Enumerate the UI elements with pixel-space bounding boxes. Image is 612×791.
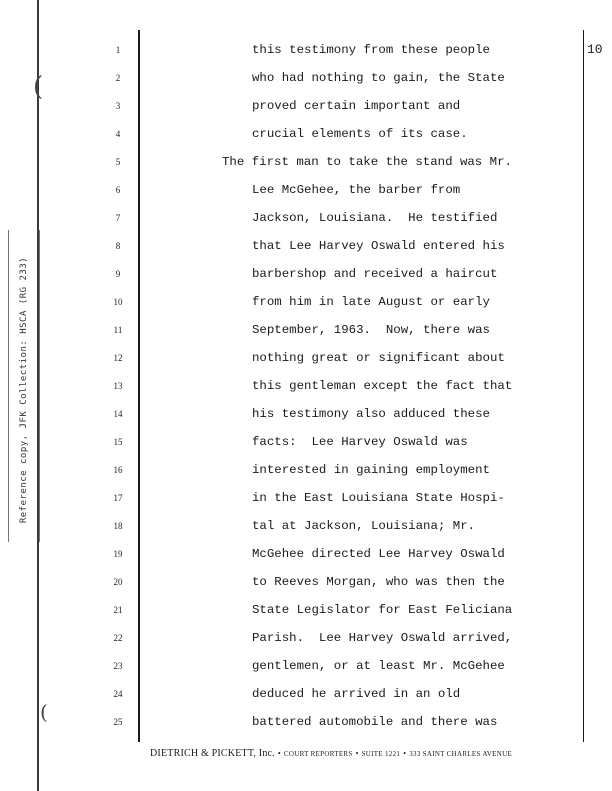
footer-address: 333 SAINT CHARLES AVENUE [409,750,513,758]
footer-service: COURT REPORTERS [283,750,353,758]
line-number: 25 [113,717,123,727]
transcript-line: proved certain important and [252,99,461,113]
transcript-line: battered automobile and there was [252,715,498,729]
transcript-line: facts: Lee Harvey Oswald was [252,435,468,449]
line-number: 18 [113,521,123,531]
line-number: 8 [115,241,121,251]
line-number: 2 [115,73,121,83]
transcript-frame-left [138,30,140,742]
line-number: 24 [113,689,123,699]
transcript-line: that Lee Harvey Oswald entered his [252,239,505,253]
court-reporter-footer [150,748,590,759]
transcript-line: barbershop and received a haircut [252,267,498,281]
line-number: 13 [113,381,123,391]
transcript-line: his testimony also adduced these [252,407,490,421]
line-number: 17 [113,493,123,503]
line-number: 9 [115,269,121,279]
line-number: 4 [115,129,121,139]
line-number: 3 [115,101,121,111]
archive-stamp [8,230,40,542]
footer-separator: • [355,749,359,758]
transcript-line: deduced he arrived in an old [252,687,461,701]
transcript-line: from him in late August or early [252,295,490,309]
transcript-body [142,36,582,736]
line-number: 20 [113,577,123,587]
line-number: 11 [113,325,123,335]
line-number: 10 [113,297,123,307]
transcript-line: The first man to take the stand was Mr. [222,155,512,169]
line-number: 1 [115,45,121,55]
transcript-line: this testimony from these people [252,43,490,57]
line-number: 19 [113,549,123,559]
transcript-line: gentlemen, or at least Mr. McGehee [252,659,505,673]
line-number: 21 [113,605,123,615]
transcript-frame-right [583,30,584,742]
transcript-line: Jackson, Louisiana. He testified [252,211,498,225]
transcript-line: nothing great or significant about [252,351,505,365]
line-number: 15 [113,437,123,447]
transcript-line: crucial elements of its case. [252,127,468,141]
archive-stamp-text: Reference copy, JFK Collection: HSCA (RG 233) [19,256,29,524]
transcript-line: to Reeves Morgan, who was then the [252,575,505,589]
transcript-line: State Legislator for East Feliciana [252,603,513,617]
transcript-line: September, 1963. Now, there was [252,323,490,337]
line-number: 22 [113,633,123,643]
transcript-line: who had nothing to gain, the State [252,71,505,85]
transcript-line: tal at Jackson, Louisiana; Mr. [252,519,476,533]
binding-hole-mark-top: ( [33,72,44,102]
transcript-line: in the East Louisiana State Hospi- [252,491,505,505]
line-number: 5 [115,157,121,167]
line-number: 14 [113,409,123,419]
footer-separator: • [403,749,407,758]
transcript-line: Lee McGehee, the barber from [252,183,461,197]
transcript-line: interested in gaining employment [252,463,490,477]
page-number: 10 [587,42,603,57]
footer-firm: DIETRICH & PICKETT, Inc. [150,748,275,759]
line-number: 12 [113,353,123,363]
transcript-line: McGehee directed Lee Harvey Oswald [252,547,505,561]
transcript-line: Parish. Lee Harvey Oswald arrived, [252,631,513,645]
footer-separator: • [277,749,281,758]
line-number-column [100,36,136,736]
line-number: 16 [113,465,123,475]
binding-hole-mark-bottom: ( [40,700,48,724]
line-number: 6 [115,185,121,195]
transcript-line: this gentleman except the fact that [252,379,513,393]
line-number: 7 [115,213,121,223]
line-number: 23 [113,661,123,671]
footer-suite: SUITE 1221 [361,750,401,758]
